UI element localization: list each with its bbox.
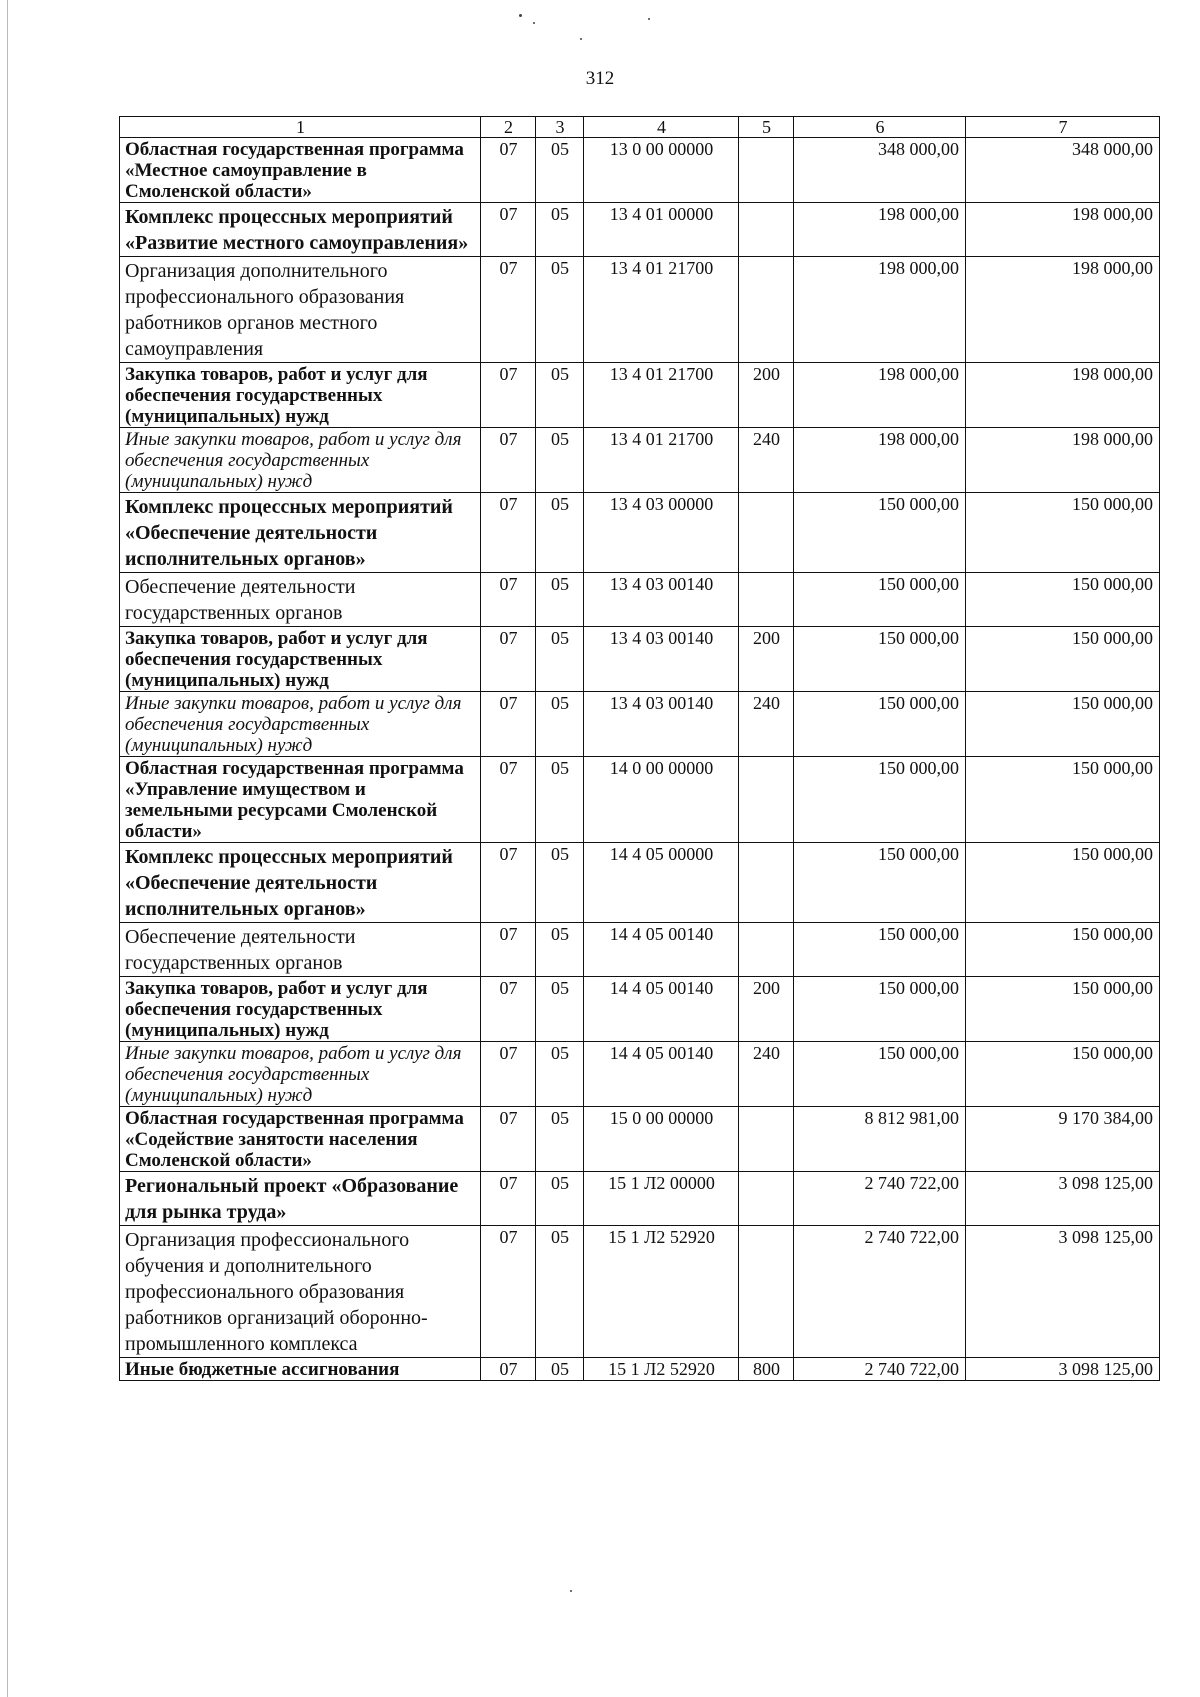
target-article-code: 13 4 03 00140	[584, 627, 739, 692]
subsection-code: 05	[536, 627, 584, 692]
expense-type-code	[739, 757, 794, 843]
header-cell: 6	[794, 117, 966, 138]
row-label: Иные закупки товаров, работ и услуг для обеспечения государственных (муниципальных) нужд	[120, 1042, 481, 1107]
target-article-code: 13 0 00 00000	[584, 138, 739, 203]
subsection-code: 05	[536, 843, 584, 923]
amount-year-2: 150 000,00	[966, 493, 1160, 573]
subsection-code: 05	[536, 977, 584, 1042]
amount-year-2: 198 000,00	[966, 428, 1160, 493]
subsection-code: 05	[536, 428, 584, 493]
amount-year-2: 198 000,00	[966, 257, 1160, 363]
expense-type-code	[739, 203, 794, 257]
row-label: Комплекс процессных мероприятий «Обеспечение деятельности исполнительных органов»	[120, 843, 481, 923]
section-code: 07	[481, 1226, 536, 1358]
amount-year-1: 2 740 722,00	[794, 1172, 966, 1226]
amount-year-1: 150 000,00	[794, 692, 966, 757]
amount-year-1: 150 000,00	[794, 923, 966, 977]
subsection-code: 05	[536, 138, 584, 203]
table-row	[120, 493, 1160, 573]
section-code: 07	[481, 627, 536, 692]
amount-year-2: 198 000,00	[966, 363, 1160, 428]
subsection-code: 05	[536, 757, 584, 843]
table-row	[120, 203, 1160, 257]
table-row	[120, 757, 1160, 843]
subsection-code: 05	[536, 573, 584, 627]
amount-year-2: 150 000,00	[966, 757, 1160, 843]
amount-year-2: 150 000,00	[966, 923, 1160, 977]
amount-year-2: 150 000,00	[966, 573, 1160, 627]
target-article-code: 15 1 Л2 52920	[584, 1358, 739, 1381]
row-label: Иные закупки товаров, работ и услуг для обеспечения государственных (муниципальных) нужд	[120, 692, 481, 757]
amount-year-2: 3 098 125,00	[966, 1172, 1160, 1226]
section-code: 07	[481, 1042, 536, 1107]
table-row	[120, 1172, 1160, 1226]
subsection-code: 05	[536, 1042, 584, 1107]
row-label: Закупка товаров, работ и услуг для обеспечения государственных (муниципальных) нужд	[120, 627, 481, 692]
scan-speck	[580, 38, 582, 40]
section-code: 07	[481, 573, 536, 627]
table-row	[120, 923, 1160, 977]
expense-type-code	[739, 923, 794, 977]
row-label: Комплекс процессных мероприятий «Обеспечение деятельности исполнительных органов»	[120, 493, 481, 573]
row-label: Региональный проект «Образование для рынка труда»	[120, 1172, 481, 1226]
expense-type-code	[739, 573, 794, 627]
scan-speck	[533, 22, 535, 24]
amount-year-2: 3 098 125,00	[966, 1358, 1160, 1381]
amount-year-1: 198 000,00	[794, 428, 966, 493]
expense-type-code: 200	[739, 363, 794, 428]
amount-year-2: 150 000,00	[966, 977, 1160, 1042]
expense-type-code: 200	[739, 977, 794, 1042]
amount-year-1: 198 000,00	[794, 257, 966, 363]
row-label: Организация дополнительного профессионального образования работников органов местного самоуправления	[120, 257, 481, 363]
target-article-code: 13 4 01 00000	[584, 203, 739, 257]
amount-year-1: 198 000,00	[794, 363, 966, 428]
table-row	[120, 573, 1160, 627]
subsection-code: 05	[536, 203, 584, 257]
row-label: Областная государственная программа «Управление имуществом и земельными ресурсами Смоленской области»	[120, 757, 481, 843]
section-code: 07	[481, 363, 536, 428]
amount-year-1: 150 000,00	[794, 1042, 966, 1107]
target-article-code: 15 1 Л2 52920	[584, 1226, 739, 1358]
target-article-code: 13 4 03 00140	[584, 692, 739, 757]
table-row	[120, 1358, 1160, 1381]
scan-edge-line	[7, 0, 8, 1697]
section-code: 07	[481, 1107, 536, 1172]
subsection-code: 05	[536, 257, 584, 363]
header-cell: 3	[536, 117, 584, 138]
expense-type-code	[739, 257, 794, 363]
target-article-code: 14 0 00 00000	[584, 757, 739, 843]
header-cell: 7	[966, 117, 1160, 138]
table-header-row	[120, 117, 1160, 138]
target-article-code: 14 4 05 00140	[584, 923, 739, 977]
target-article-code: 14 4 05 00000	[584, 843, 739, 923]
section-code: 07	[481, 257, 536, 363]
target-article-code: 13 4 01 21700	[584, 428, 739, 493]
table-row	[120, 692, 1160, 757]
table-row	[120, 363, 1160, 428]
table-row	[120, 1107, 1160, 1172]
budget-table	[119, 116, 1160, 1381]
row-label: Закупка товаров, работ и услуг для обеспечения государственных (муниципальных) нужд	[120, 363, 481, 428]
section-code: 07	[481, 138, 536, 203]
section-code: 07	[481, 977, 536, 1042]
amount-year-1: 150 000,00	[794, 757, 966, 843]
expense-type-code: 240	[739, 1042, 794, 1107]
amount-year-1: 150 000,00	[794, 573, 966, 627]
amount-year-2: 150 000,00	[966, 1042, 1160, 1107]
target-article-code: 13 4 01 21700	[584, 257, 739, 363]
row-label: Областная государственная программа «Местное самоуправление в Смоленской области»	[120, 138, 481, 203]
target-article-code: 14 4 05 00140	[584, 977, 739, 1042]
section-code: 07	[481, 757, 536, 843]
header-cell: 2	[481, 117, 536, 138]
table-row	[120, 627, 1160, 692]
amount-year-2: 3 098 125,00	[966, 1226, 1160, 1358]
section-code: 07	[481, 1358, 536, 1381]
amount-year-1: 8 812 981,00	[794, 1107, 966, 1172]
amount-year-2: 150 000,00	[966, 843, 1160, 923]
row-label: Обеспечение деятельности государственных органов	[120, 923, 481, 977]
amount-year-2: 150 000,00	[966, 627, 1160, 692]
expense-type-code	[739, 1226, 794, 1358]
row-label: Иные бюджетные ассигнования	[120, 1358, 481, 1381]
scan-speck	[648, 18, 650, 20]
target-article-code: 13 4 01 21700	[584, 363, 739, 428]
amount-year-1: 150 000,00	[794, 627, 966, 692]
subsection-code: 05	[536, 692, 584, 757]
target-article-code: 13 4 03 00140	[584, 573, 739, 627]
table-row	[120, 138, 1160, 203]
section-code: 07	[481, 493, 536, 573]
expense-type-code	[739, 1107, 794, 1172]
row-label: Закупка товаров, работ и услуг для обеспечения государственных (муниципальных) нужд	[120, 977, 481, 1042]
table-row	[120, 1042, 1160, 1107]
subsection-code: 05	[536, 493, 584, 573]
expense-type-code	[739, 843, 794, 923]
table-row	[120, 428, 1160, 493]
row-label: Областная государственная программа «Содействие занятости населения Смоленской области»	[120, 1107, 481, 1172]
header-cell: 1	[120, 117, 481, 138]
subsection-code: 05	[536, 1107, 584, 1172]
scan-speck	[519, 14, 522, 17]
amount-year-1: 198 000,00	[794, 203, 966, 257]
expense-type-code: 800	[739, 1358, 794, 1381]
amount-year-2: 9 170 384,00	[966, 1107, 1160, 1172]
amount-year-1: 2 740 722,00	[794, 1226, 966, 1358]
amount-year-1: 2 740 722,00	[794, 1358, 966, 1381]
expense-type-code	[739, 138, 794, 203]
header-cell: 5	[739, 117, 794, 138]
page-number: 312	[585, 68, 615, 89]
expense-type-code: 240	[739, 428, 794, 493]
subsection-code: 05	[536, 363, 584, 428]
table-row	[120, 257, 1160, 363]
expense-type-code: 200	[739, 627, 794, 692]
amount-year-1: 348 000,00	[794, 138, 966, 203]
expense-type-code	[739, 1172, 794, 1226]
target-article-code: 14 4 05 00140	[584, 1042, 739, 1107]
section-code: 07	[481, 923, 536, 977]
expense-type-code: 240	[739, 692, 794, 757]
amount-year-1: 150 000,00	[794, 493, 966, 573]
section-code: 07	[481, 692, 536, 757]
target-article-code: 15 0 00 00000	[584, 1107, 739, 1172]
subsection-code: 05	[536, 1172, 584, 1226]
section-code: 07	[481, 428, 536, 493]
subsection-code: 05	[536, 1358, 584, 1381]
subsection-code: 05	[536, 923, 584, 977]
amount-year-2: 348 000,00	[966, 138, 1160, 203]
amount-year-2: 150 000,00	[966, 692, 1160, 757]
section-code: 07	[481, 203, 536, 257]
amount-year-1: 150 000,00	[794, 843, 966, 923]
target-article-code: 13 4 03 00000	[584, 493, 739, 573]
table-row	[120, 843, 1160, 923]
table-body	[120, 117, 1160, 1381]
scan-speck	[570, 1590, 572, 1592]
row-label: Организация профессионального обучения и дополнительного профессионального образования работников организаций оборонно-промышленного комплекса	[120, 1226, 481, 1358]
section-code: 07	[481, 1172, 536, 1226]
row-label: Иные закупки товаров, работ и услуг для обеспечения государственных (муниципальных) нужд	[120, 428, 481, 493]
section-code: 07	[481, 843, 536, 923]
target-article-code: 15 1 Л2 00000	[584, 1172, 739, 1226]
expense-type-code	[739, 493, 794, 573]
row-label: Комплекс процессных мероприятий «Развитие местного самоуправления»	[120, 203, 481, 257]
row-label: Обеспечение деятельности государственных органов	[120, 573, 481, 627]
amount-year-2: 198 000,00	[966, 203, 1160, 257]
table-row	[120, 977, 1160, 1042]
subsection-code: 05	[536, 1226, 584, 1358]
amount-year-1: 150 000,00	[794, 977, 966, 1042]
table-row	[120, 1226, 1160, 1358]
header-cell: 4	[584, 117, 739, 138]
